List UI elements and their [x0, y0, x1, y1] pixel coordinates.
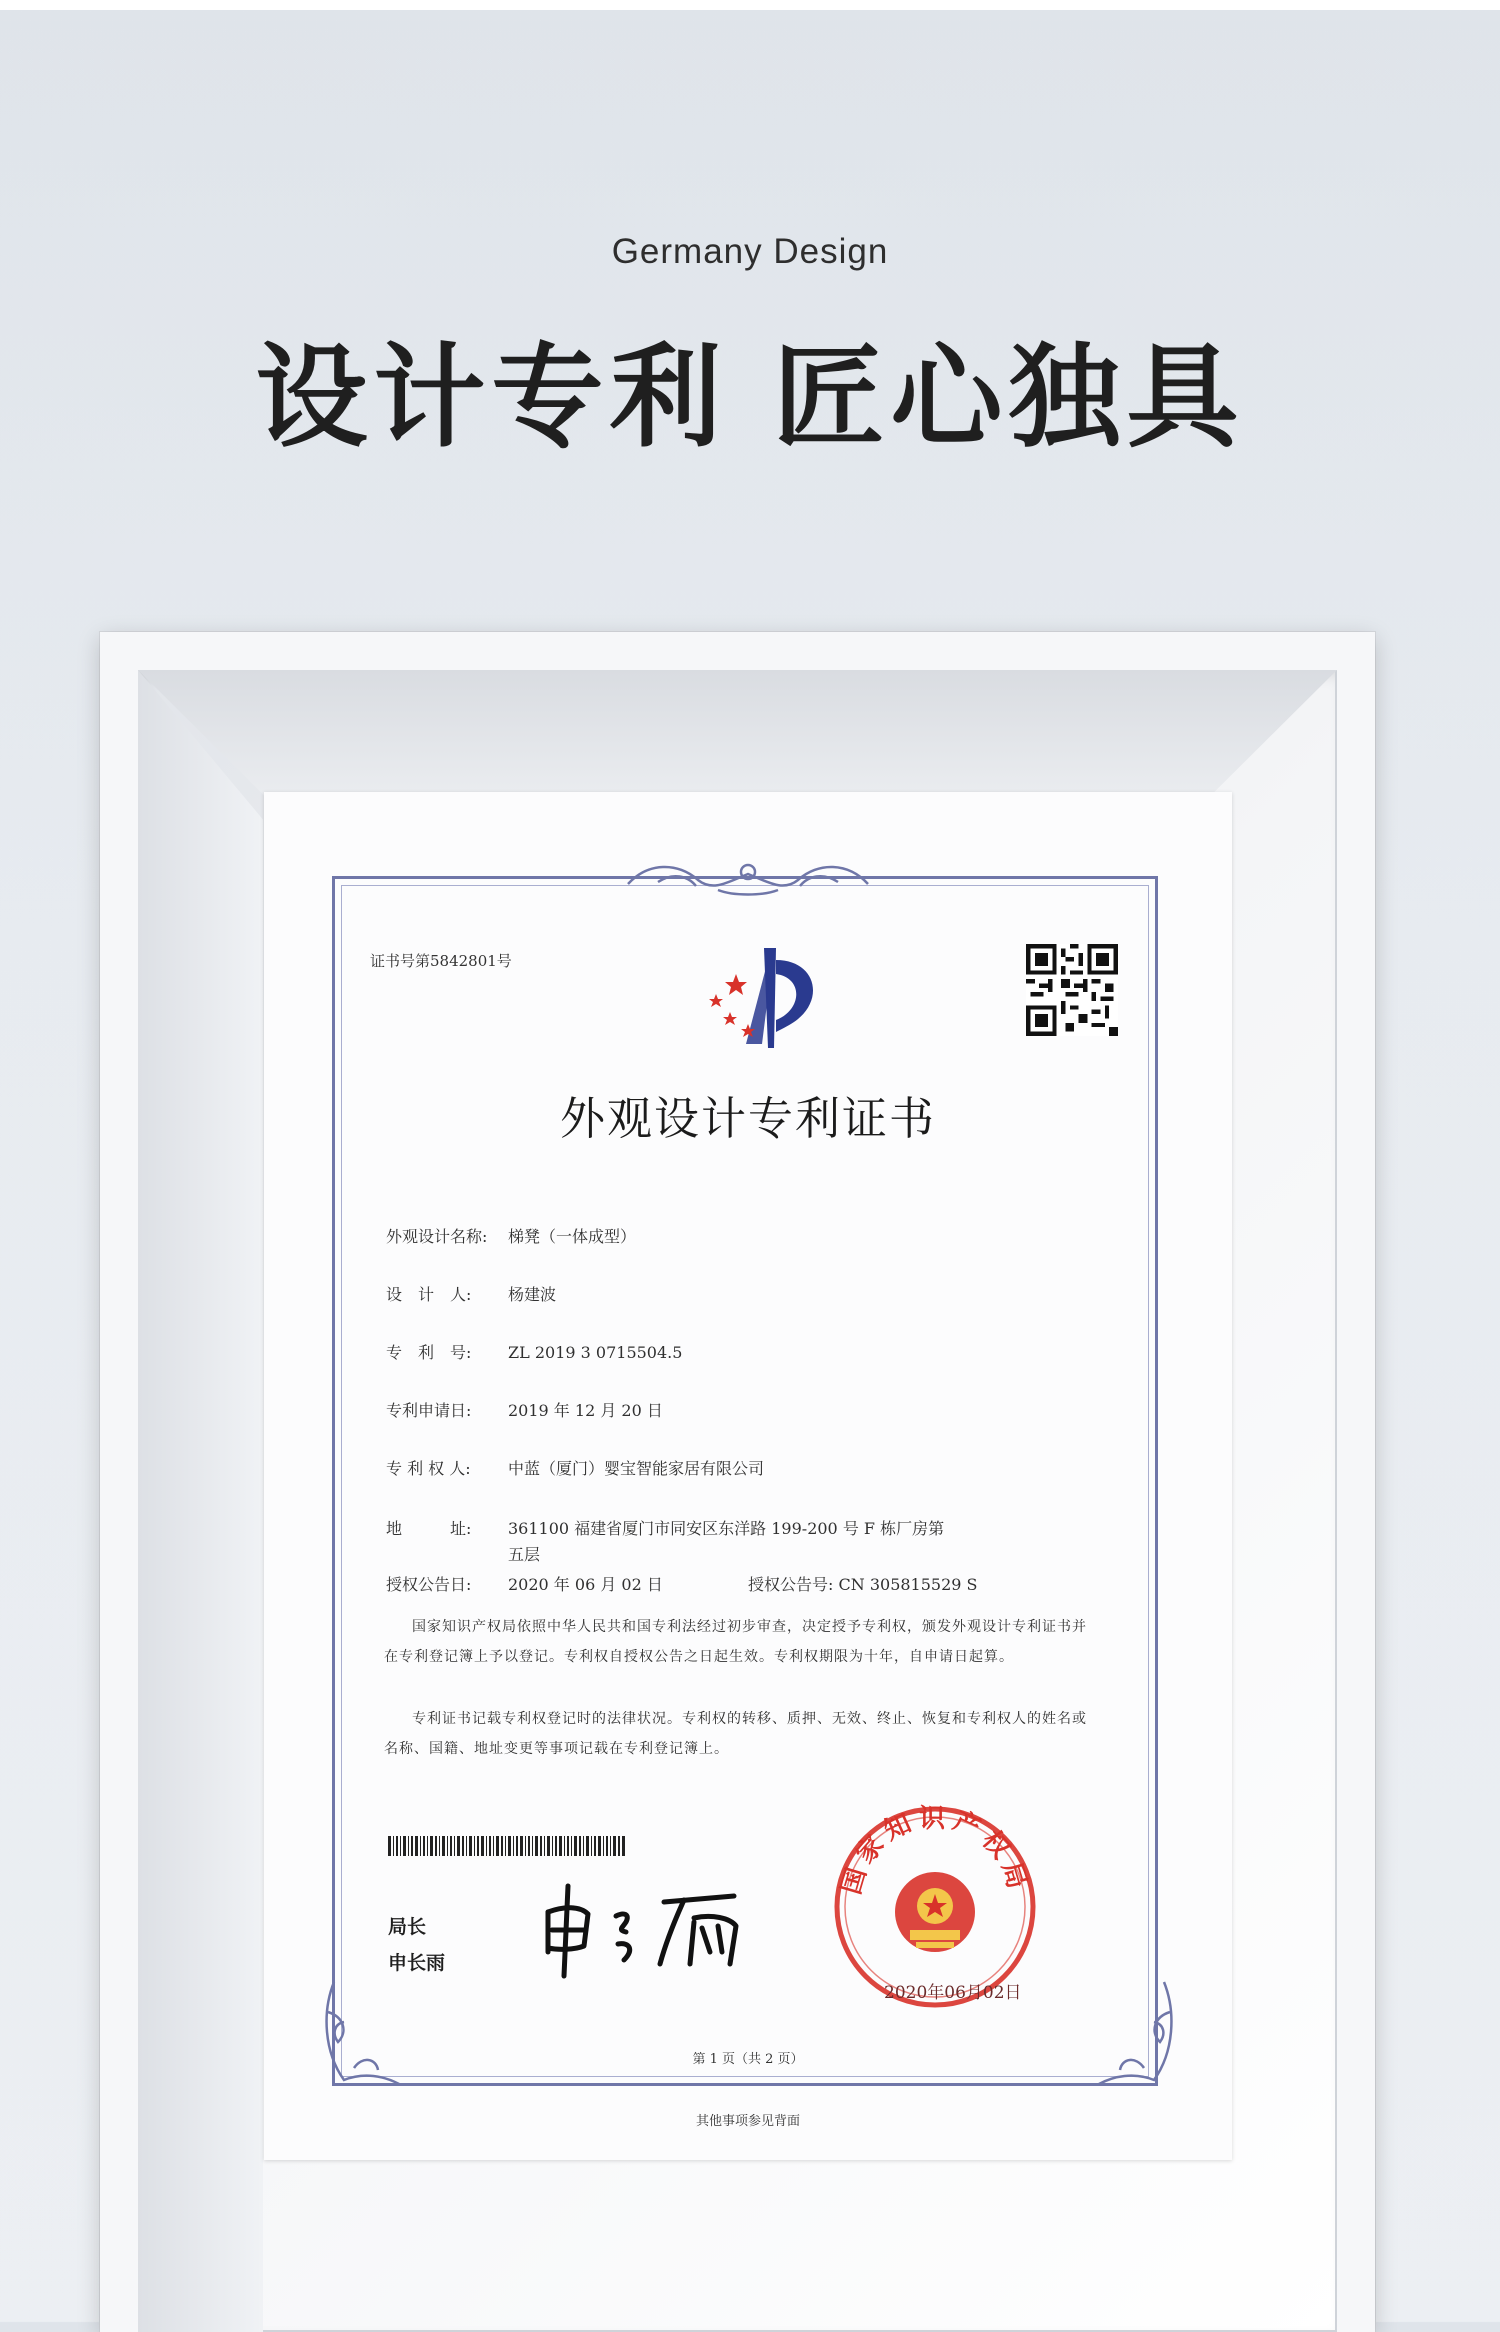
field-application-date: 专利申请日: 2019 年 12 月 20 日 — [386, 1401, 663, 1420]
bottom-left-ornament-icon — [314, 1972, 404, 2092]
seal-date: 2020年06月02日 — [884, 1983, 1022, 2003]
mat-shadow-left — [138, 670, 263, 2332]
certificate-paragraph-2: 专利证书记载专利权登记时的法律状况。专利权的转移、质押、无效、终止、恢复和专利权人的姓名或名称、国籍、地址变更等事项记载在专利登记簿上。 — [384, 1711, 1087, 1757]
page-indicator: 第 1 页（共 2 页） — [692, 2052, 804, 2067]
svg-text:国家知识产权局: 国家知识产权局 — [836, 1804, 1034, 1898]
field-announcement-number: 授权公告号: CN 305815529 S — [748, 1575, 978, 1594]
certificate-title: 外观设计专利证书 — [559, 1092, 936, 1145]
field-design-name: 外观设计名称: 梯凳（一体成型） — [386, 1227, 637, 1246]
patent-office-logo-icon — [676, 940, 826, 1060]
qr-code-icon — [1026, 944, 1118, 1036]
certificate-paper — [264, 792, 1232, 2160]
field-patentee: 专 利 权 人: 中蓝（厦门）婴宝智能家居有限公司 — [386, 1459, 765, 1478]
top-ornament-icon — [618, 852, 878, 902]
certificate-footnote: 其他事项参见背面 — [695, 2114, 800, 2129]
director-title: 局长 — [388, 1916, 427, 1938]
page-title: 设计专利 匠心独具 — [255, 333, 1245, 463]
field-patent-number: 专 利 号: ZL 2019 3 0715504.5 — [386, 1343, 683, 1362]
bottom-right-ornament-icon — [1094, 1972, 1184, 2092]
director-signature-icon — [534, 1872, 784, 1982]
field-address-cont: 五层 — [508, 1545, 541, 1564]
certificate-paragraph-1: 国家知识产权局依照中华人民共和国专利法经过初步审查，决定授予专利权，颁发外观设计专利证书并在专利登记簿上予以登记。专利权自授权公告之日起生效。专利权期限为十年，自申请日起算。 — [384, 1619, 1087, 1665]
field-designer: 设 计 人: 杨建波 — [386, 1285, 557, 1304]
field-address: 地 址: 361100 福建省厦门市同安区东洋路 199-200 号 F 栋厂房第 — [386, 1519, 945, 1538]
top-strip — [0, 0, 1500, 10]
field-grant-date: 授权公告日: 2020 年 06 月 02 日 — [386, 1575, 663, 1594]
certificate-number: 证书号第5842801号 — [370, 952, 512, 970]
page-subtitle: Germany Design — [611, 232, 889, 271]
barcode-icon — [388, 1836, 628, 1856]
director-name: 申长雨 — [388, 1952, 446, 1974]
